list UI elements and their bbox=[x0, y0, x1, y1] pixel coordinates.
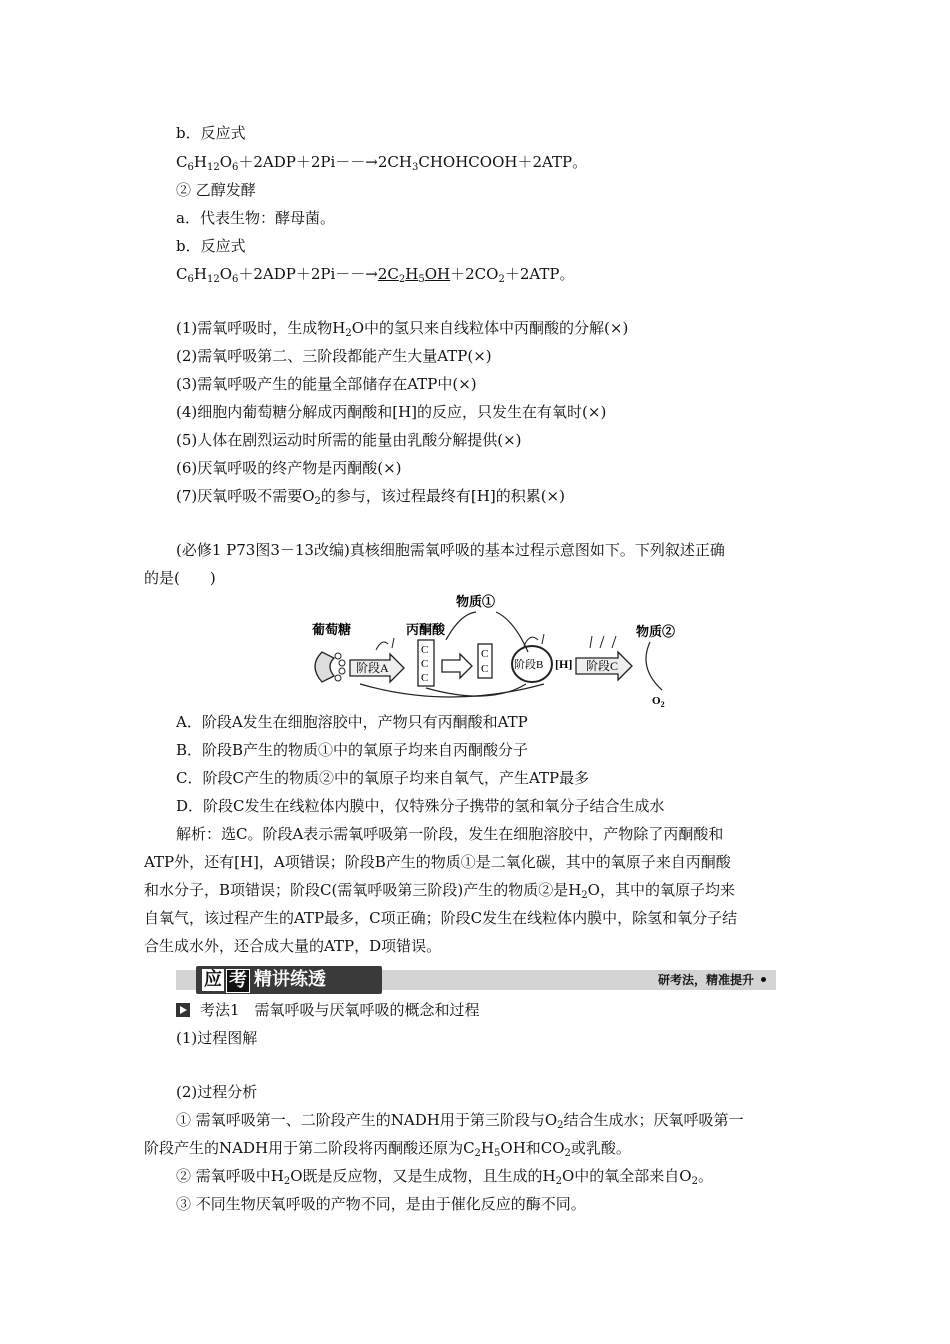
atp-arrow bbox=[392, 638, 394, 648]
banner-dot bbox=[761, 977, 766, 982]
banner-char-2: 考 bbox=[226, 969, 250, 993]
ethanol-heading: ② 乙醇发酵 bbox=[176, 181, 256, 199]
glucose-bead bbox=[339, 660, 345, 666]
glucose-shape bbox=[315, 652, 334, 682]
carbon-label: C bbox=[421, 658, 429, 670]
judgement-item: (2)需氧呼吸第二、三阶段都能产生大量ATP(×) bbox=[176, 347, 492, 365]
co2-arrow bbox=[496, 612, 528, 652]
carbon-label: C bbox=[421, 644, 429, 656]
analysis-point-1: ① 需氧呼吸第一、二阶段产生的NADH用于第三阶段与$O_2$结合生成水；厌氧呼吸第一 bbox=[176, 1111, 744, 1131]
ethanol-equation: $C_6H_{12}O_6+2ADP+2Pi--\to 2C_2H_5OH+2CO_2+2ATP$。 bbox=[176, 265, 575, 285]
judgement-item: (3)需氧呼吸产生的能量全部储存在ATP中(×) bbox=[176, 375, 477, 393]
question-line-1: (必修1 P73图3－13改编)真核细胞需氧呼吸的基本过程示意图如下。下列叙述正确 bbox=[176, 541, 725, 559]
method-title-row bbox=[176, 1000, 480, 1020]
hydrogen-label: [H] bbox=[555, 657, 573, 671]
transfer-arrow bbox=[442, 654, 472, 678]
analysis-point-1-cont: 阶段产生的NADH用于第二阶段将丙酮酸还原为$C_2H_5OH$和$CO_2$或乳酸。 bbox=[144, 1139, 631, 1159]
option-a: A．阶段A发生在细胞溶胶中，产物只有丙酮酸和ATP bbox=[176, 713, 528, 731]
analysis-line: 合生成水外，还合成大量的ATP，D项错误。 bbox=[144, 937, 442, 955]
carbon-label: C bbox=[421, 672, 429, 684]
glucose-bead bbox=[335, 653, 341, 659]
play-icon bbox=[176, 1003, 190, 1017]
analysis-point-2: ② 需氧呼吸中$H_2O$既是反应物，又是生成物，且生成的$H_2O$中的氧全部来自$O_2$。 bbox=[176, 1167, 713, 1187]
banner-subtitle: 研考法，精准提升 bbox=[657, 973, 754, 987]
glucose-bead bbox=[339, 668, 345, 674]
analysis-line: ATP外，还有[H]，A项错误；阶段B产生的物质①是二氧化碳，其中的氧原子来自丙酮酸 bbox=[144, 853, 731, 871]
option-b: B．阶段B产生的物质①中的氧原子均来自丙酮酸分子 bbox=[176, 741, 529, 759]
hydrogen-flow-arrow bbox=[426, 684, 526, 696]
atp-arrow bbox=[524, 637, 538, 646]
banner-char-1: 应 bbox=[204, 969, 222, 990]
banner-title: 精讲练透 bbox=[254, 969, 326, 990]
method-title: 考法1 需氧呼吸与厌氧呼吸的概念和过程 bbox=[200, 1001, 480, 1019]
co2-arrow bbox=[446, 612, 476, 640]
reaction-label-b1: b．反应式 bbox=[176, 124, 246, 142]
section-banner bbox=[176, 966, 776, 994]
stage-b-label: 阶段B bbox=[514, 659, 544, 671]
analysis-line: 自氧气，该过程产生的ATP最多，C项正确；阶段C发生在线粒体内膜中，除氢和氧分子结 bbox=[144, 909, 738, 927]
option-c: C．阶段C产生的物质②中的氧原子均来自氧气，产生ATP最多 bbox=[176, 769, 590, 787]
question-line-2: 的是( ) bbox=[144, 569, 216, 587]
respiration-diagram bbox=[300, 592, 720, 710]
substance-1-label: 物质① bbox=[456, 594, 496, 609]
judgement-item: (4)细胞内葡萄糖分解成丙酮酸和[H]的反应，只发生在有氧时(×) bbox=[176, 403, 607, 421]
analysis-line: 解析：选C。阶段A表示需氧呼吸第一阶段，发生在细胞溶胶中，产物除了丙酮酸和 bbox=[176, 825, 724, 843]
reaction-label-b2: b．反应式 bbox=[176, 237, 246, 255]
atp-arrow bbox=[600, 636, 604, 648]
organism-line: a．代表生物：酵母菌。 bbox=[176, 209, 335, 227]
process-diagram-heading: (1)过程图解 bbox=[176, 1029, 258, 1047]
judgement-item: (6)厌氧呼吸的终产物是丙酮酸(×) bbox=[176, 459, 402, 477]
judgement-item: (5)人体在剧烈运动时所需的能量由乳酸分解提供(×) bbox=[176, 431, 522, 449]
atp-arrow bbox=[376, 642, 388, 650]
carbon-label: C bbox=[481, 663, 489, 675]
analysis-line: 和水分子，B项错误；阶段C(需氧呼吸第三阶段)产生的物质②是$H_2O$，其中的氧原子均来 bbox=[144, 881, 735, 901]
pyruvate-label: 丙酮酸 bbox=[406, 622, 446, 637]
analysis-point-3: ③ 不同生物厌氧呼吸的产物不同，是由于催化反应的酶不同。 bbox=[176, 1195, 586, 1213]
lactic-equation: $C_6H_{12}O_6+2ADP+2Pi--\to 2CH_3CHOHCOOH+2ATP$。 bbox=[176, 153, 588, 173]
substance-2-label: 物质② bbox=[636, 624, 676, 639]
process-analysis-heading: (2)过程分析 bbox=[176, 1083, 258, 1101]
atp-arrow bbox=[590, 636, 592, 648]
judgement-item: (1)需氧呼吸时，生成物$H_2O$中的氢只来自线粒体中丙酮酸的分解(×) bbox=[176, 319, 629, 339]
option-d: D．阶段C发生在线粒体内膜中，仅特殊分子携带的氢和氧分子结合生成水 bbox=[176, 797, 665, 815]
atp-arrow bbox=[542, 634, 544, 644]
glucose-label: 葡萄糖 bbox=[312, 622, 352, 637]
oxygen-label: $O_2$ bbox=[652, 695, 665, 709]
stage-c-label: 阶段C bbox=[586, 659, 619, 673]
stage-a-label: 阶段A bbox=[356, 661, 389, 675]
oxygen-arrow bbox=[646, 642, 662, 690]
glucose-bead bbox=[335, 675, 341, 681]
carbon-label: C bbox=[481, 648, 489, 660]
hydrogen-flow-arrow bbox=[360, 684, 544, 697]
judgement-item: (7)厌氧呼吸不需要$O_2$的参与，该过程最终有[H]的积累(×) bbox=[176, 487, 565, 507]
atp-arrow bbox=[612, 636, 616, 648]
